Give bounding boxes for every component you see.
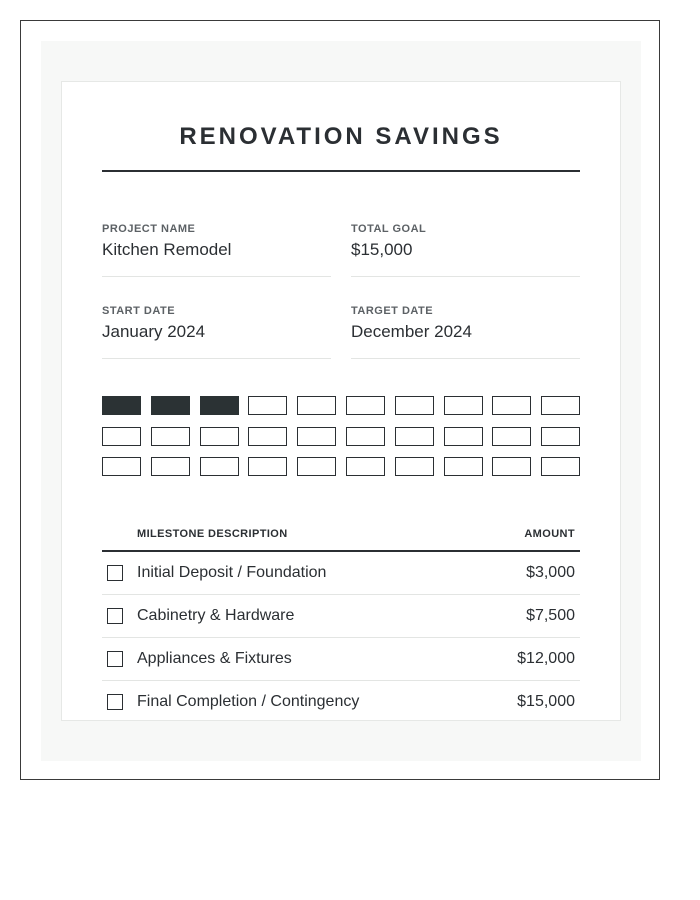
tracker-cell-empty[interactable] [151,427,190,446]
milestone-checkbox[interactable] [107,608,123,624]
total-goal-label: TOTAL GOAL [351,223,427,235]
tracker-cell-empty[interactable] [102,427,141,446]
tracker-cell-empty[interactable] [248,427,287,446]
tracker-cell-empty[interactable] [492,396,531,415]
project-name-value[interactable]: Kitchen Remodel [102,240,232,259]
tracker-cell-empty[interactable] [346,396,385,415]
milestone-amount: $7,500 [526,607,575,624]
tracker-cell-empty[interactable] [444,396,483,415]
tracker-cell-filled[interactable] [200,396,239,415]
milestone-description: Final Completion / Contingency [137,693,360,710]
tracker-cell-empty[interactable] [395,457,434,476]
target-date-value[interactable]: December 2024 [351,322,472,341]
milestone-checkbox[interactable] [107,565,123,581]
title-divider [102,170,580,172]
tracker-cell-empty[interactable] [541,396,580,415]
tracker-cell-empty[interactable] [297,396,336,415]
tracker-cell-empty[interactable] [248,396,287,415]
milestone-description: Cabinetry & Hardware [137,607,295,624]
target-date-label: TARGET DATE [351,305,434,317]
tracker-cell-empty[interactable] [297,427,336,446]
tracker-cell-empty[interactable] [492,457,531,476]
savings-card [61,81,621,721]
tracker-cell-empty[interactable] [444,457,483,476]
tracker-cell-empty[interactable] [200,427,239,446]
start-date-label: START DATE [102,305,176,317]
start-date-field[interactable] [102,304,331,359]
total-goal-value[interactable]: $15,000 [351,240,413,259]
tracker-cell-filled[interactable] [102,396,141,415]
milestone-table-header [102,524,580,552]
project-name-field[interactable] [102,222,331,277]
milestone-description-header: MILESTONE DESCRIPTION [137,528,288,540]
table-row [102,681,580,721]
tracker-cell-empty[interactable] [492,427,531,446]
page-title: RENOVATION SAVINGS [179,123,503,150]
total-goal-field[interactable] [351,222,580,277]
milestone-checkbox[interactable] [107,694,123,710]
tracker-cell-empty[interactable] [346,427,385,446]
page-frame [20,20,660,780]
tracker-cell-empty[interactable] [395,427,434,446]
tracker-cell-empty[interactable] [248,457,287,476]
tracker-cell-empty[interactable] [151,457,190,476]
tracker-cell-empty[interactable] [541,427,580,446]
tracker-cell-empty[interactable] [200,457,239,476]
milestone-amount: $15,000 [517,693,575,710]
milestone-amount: $12,000 [517,650,575,667]
background-panel [41,41,641,761]
milestone-description: Appliances & Fixtures [137,650,292,667]
tracker-cell-empty[interactable] [297,457,336,476]
milestone-checkbox[interactable] [107,651,123,667]
tracker-cell-empty[interactable] [395,396,434,415]
project-name-label: PROJECT NAME [102,223,196,235]
target-date-field[interactable] [351,304,580,359]
milestone-description: Initial Deposit / Foundation [137,564,327,581]
start-date-value[interactable]: January 2024 [102,322,206,341]
milestone-amount: $3,000 [526,564,575,581]
table-row [102,638,580,681]
tracker-cell-empty[interactable] [346,457,385,476]
tracker-cell-empty[interactable] [102,457,141,476]
tracker-cell-empty[interactable] [444,427,483,446]
table-row [102,552,580,595]
amount-header: AMOUNT [524,528,575,540]
tracker-cell-empty[interactable] [541,457,580,476]
tracker-cell-filled[interactable] [151,396,190,415]
table-row [102,595,580,638]
